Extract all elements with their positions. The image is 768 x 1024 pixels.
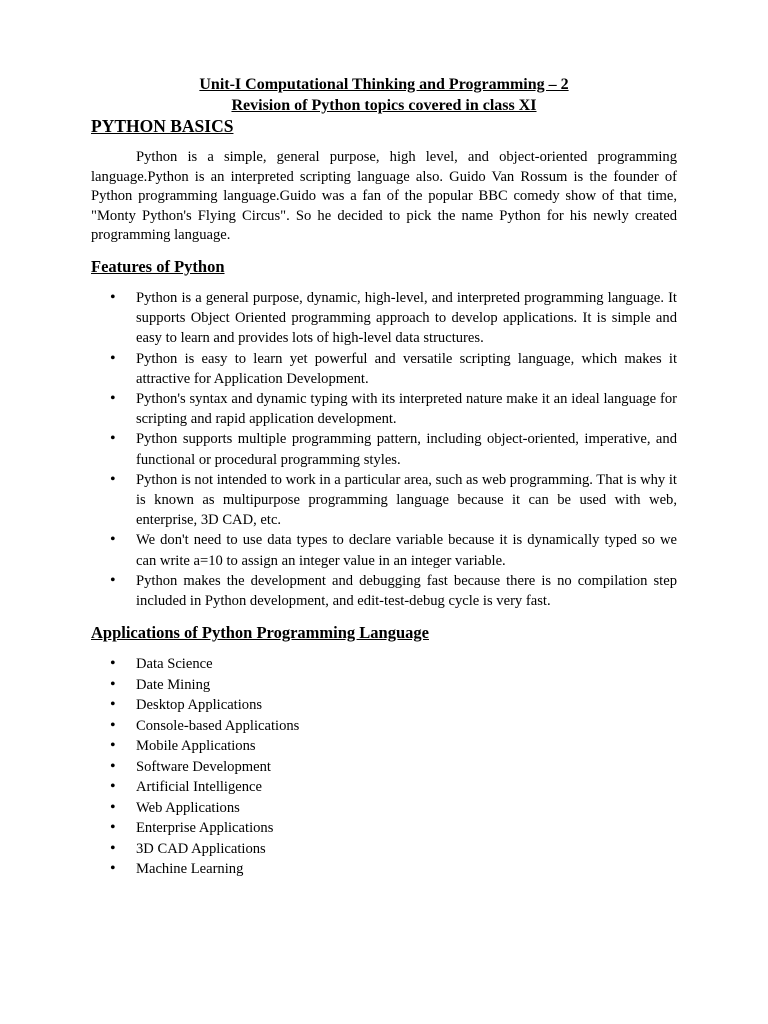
list-item: • Python is a general purpose, dynamic, high-level, and interpreted programming language. It supports Object Oriented programming approach to develop applications. It is simple and easy to learn and provides lots of high-level data structures. <box>91 288 677 349</box>
list-item: • Data Science <box>91 654 677 675</box>
document-page <box>91 74 677 880</box>
list-item: • Artificial Intelligence <box>91 777 677 798</box>
features-heading: Features of Python <box>91 256 225 276</box>
list-item: • Desktop Applications <box>91 695 677 716</box>
document-title-line-2: Revision of Python topics covered in class XI <box>231 97 537 114</box>
list-item: • We don't need to use data types to declare variable because it is dynamically typed so we can write a=10 to assign an integer value in an integer variable. <box>91 530 677 570</box>
python-basics-paragraph: Python is a simple, general purpose, high level, and object-oriented programming language.Python is an interpreted scripting language also. Guido Van Rossum is the founder of Python programming language.Guido was a fan of the popular BBC comedy show of that time, "Monty Python's Flying Circus". So he decided to pick the name Python for his newly created programming language. <box>91 149 677 244</box>
list-item: • Date Mining <box>91 675 677 696</box>
applications-heading: Applications of Python Programming Language <box>91 623 429 643</box>
list-item: • Python is easy to learn yet powerful and versatile scripting language, which makes it attractive for Application Development. <box>91 349 677 389</box>
python-basics-heading: PYTHON BASICS <box>91 116 234 136</box>
applications-list <box>91 654 677 880</box>
features-list <box>91 288 677 611</box>
list-item: • 3D CAD Applications <box>91 839 677 860</box>
list-item: • Python's syntax and dynamic typing with its interpreted nature make it an ideal language for scripting and rapid application development. <box>91 389 677 429</box>
list-item: • Python makes the development and debugging fast because there is no compilation step included in Python development, and edit-test-debug cycle is very fast. <box>91 571 677 611</box>
list-item: • Software Development <box>91 757 677 778</box>
list-item: • Machine Learning <box>91 859 677 880</box>
list-item: • Console-based Applications <box>91 716 677 737</box>
list-item: • Mobile Applications <box>91 736 677 757</box>
document-title-line-1: Unit-I Computational Thinking and Programming – 2 <box>199 76 569 93</box>
list-item: • Web Applications <box>91 798 677 819</box>
list-item: • Python is not intended to work in a particular area, such as web programming. That is why it is known as multipurpose programming language because it can be used with web, enterprise, 3D CAD, etc. <box>91 470 677 531</box>
list-item: • Enterprise Applications <box>91 818 677 839</box>
list-item: • Python supports multiple programming pattern, including object-oriented, imperative, and functional or procedural programming styles. <box>91 429 677 469</box>
